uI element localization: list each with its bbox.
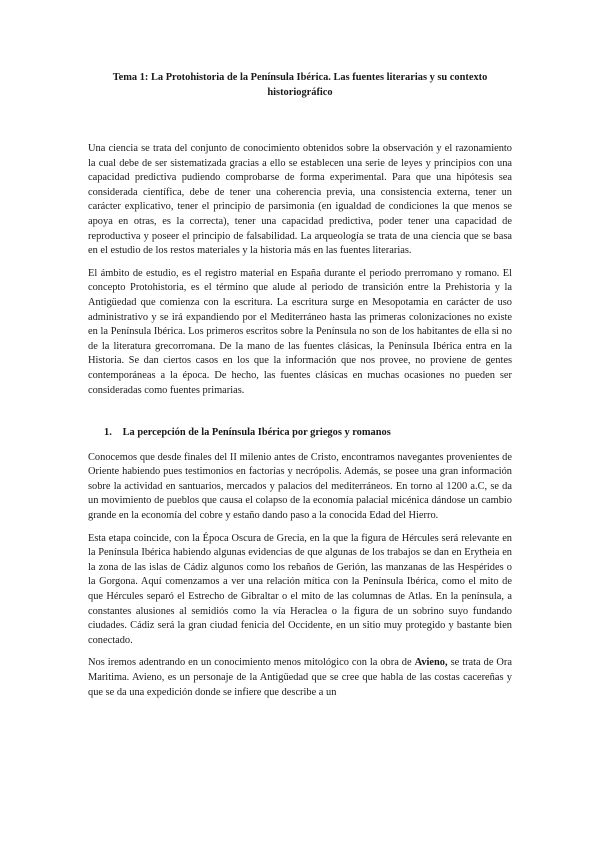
paragraph-text-start: Nos iremos adentrando en un conocimiento menos mitológico con la obra de [88,657,415,669]
section-paragraph-2: Esta etapa coincide, con la Época Oscura de Grecia, en la que la figura de Hércules será relevante en la Península Ibérica habiendo algunas evidencias de que algunas de los trabajos se dan en Erytheia en la zona de las islas de Cádiz algunos como los rebaños de Gerión, las manzanas de las Hespérides o la Gorgona. Aquí comenzamos a ver una relación mítica con la Península Ibérica, como el mito de que Hércules separó el Estrecho de Gibraltar o el mito de las columnas de Atlas. En la península, a constantes alusiones al semidiós como la vía Heraclea o la figura de un sobrino suyo fundando ciudades. Cádiz será la gran ciudad fenicia del Occidente, en un sitio muy protegido y bastante bien conectado. [88,532,512,646]
section-number: 1. [104,427,112,439]
intro-paragraph-1: Una ciencia se trata del conjunto de conocimiento obtenidos sobre la observación y el razonamiento la cual debe de ser sistematizada gracias a ello se establecen una serie de leyes y principios con una capacidad predictiva pudiendo comprobarse de forma experimental. Para que una hipótesis sea considerada científica, debe de tener una coherencia previa, una consistencia externa, tener un carácter explicativo, tener el principio de parsimonia (en igualdad de condiciones la que menos se apoya en otras, es la correcta), tener una capacidad predictiva, poder tener una capacidad de reproductiva y poseer el principio de falsabilidad. La arqueología se trata de una ciencia que se basa en el estudio de los restos materiales y la historia más en las fuentes literarias. [88,143,512,257]
emphasized-name: Avieno, [414,657,448,669]
intro-paragraph-2: El ámbito de estudio, es el registro material en España durante el periodo prerromano y romano. El concepto Protohistoria, es el término que alude al periodo de transición entre la Prehistoria y la Antigüedad que comienza con la escritura. La escritura surge en Mesopotamia en carácter de uso administrativo y se irá expandiendo por el Mediterráneo hasta las primeras colonizaciones no existe en la Península Ibérica. Los primeros escritos sobre la Península no son de los habitantes de ella si no de la literatura grecorromana. De la mano de las fuentes clásicas, la Península Ibérica entra en la Historia. Se dan ciertos casos en los que la información que nos provee, no proviene de gentes contemporáneas a la época. De hecho, las fuentes clásicas en muchas ocasiones no pueden ser consideradas como fuentes primarias. [88,267,512,396]
document-title: Tema 1: La Protohistoria de la Península Ibérica. Las fuentes literarias y su contexto historiográfico [112,72,488,98]
section-paragraph-3 [88,656,512,700]
spacer [88,100,512,142]
paragraph-text-end: se trata de Ora Maritima. Avieno, es un personaje de la Antigüedad que se cree que habla de las costas cacereñas y que se da una expedición donde se infiere que describe a un [88,657,512,698]
section-heading-text: La percepción de la Península Ibérica por griegos y romanos [122,427,391,439]
section-heading [88,426,512,441]
spacer [88,406,512,426]
section-paragraph-1: Conocemos que desde finales del II milenio antes de Cristo, encontramos navegantes provenientes de Oriente habiendo pues testimonios en factorías y necrópolis. Además, se posee una gran información sobre la actividad en santuarios, mercados y palacios del mediterráneos. En torno al 1200 a.C, se da un movimiento de pueblos que causa el colapso de la economía palacial micénica dándose un cambio grande en la economía del cobre y estaño dando paso a la conocida Edad del Hierro. [88,451,512,522]
